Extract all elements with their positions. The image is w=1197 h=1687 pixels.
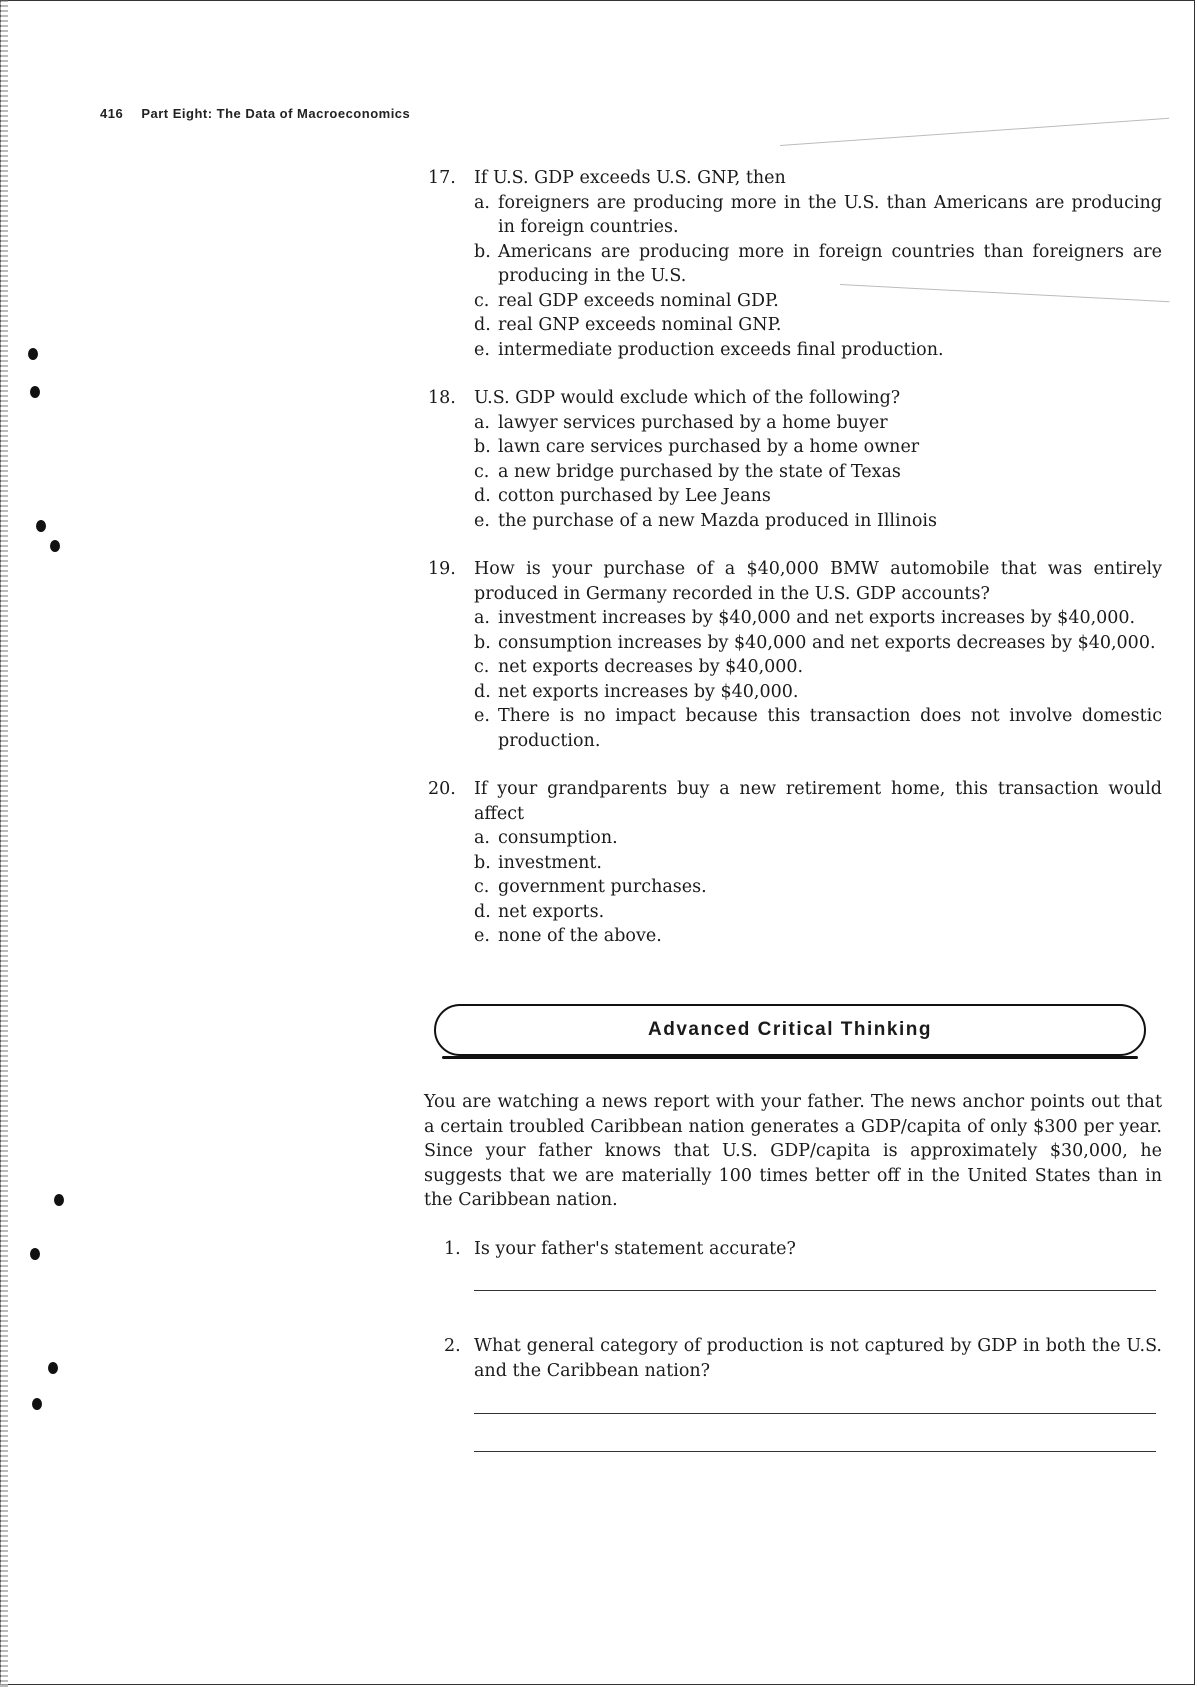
item-number: 2. [444,1336,461,1356]
item-number: 1. [444,1239,461,1259]
option-text: investment. [498,852,602,873]
option-letter: a. [474,828,490,848]
question-number: 17. [428,168,456,188]
option [474,289,1162,314]
option-letter: c. [474,657,490,677]
option [474,875,1162,900]
punch-hole [36,520,46,532]
option-text: net exports increases by $40,000. [498,681,799,702]
option [474,411,1162,436]
options [474,411,1162,534]
question-text: How is your purchase of a $40,000 BMW automobile that was entirely produced in Germany recorded in the U.S. GDP accounts? [474,559,1162,604]
option-text: There is no impact because this transaction does not involve domestic production. [498,706,1162,751]
option-text: none of the above. [498,926,662,946]
running-header [100,106,410,121]
option [474,509,1162,534]
punch-hole [28,348,38,360]
option-letter: a. [474,412,490,433]
option [474,924,1162,949]
option-letter: a. [474,192,490,213]
thinking-question-1 [444,1237,1162,1262]
punch-hole [30,386,40,398]
option-text: lawn care services purchased by a home owner [498,437,920,457]
option-letter: e. [474,706,490,726]
section-title: Advanced Critical Thinking [648,1019,932,1040]
option-letter: d. [474,901,491,922]
option-text: real GNP exceeds nominal GNP. [498,315,782,335]
question-20 [428,777,1162,949]
question-number: 20. [428,779,456,799]
option [474,313,1162,338]
option [474,680,1162,705]
option-letter: c. [474,461,490,482]
options [474,826,1162,949]
option-text: cotton purchased by Lee Jeans [498,486,771,506]
question-list [428,166,1162,973]
option-letter: e. [474,510,490,531]
option [474,900,1162,925]
option-letter: b. [474,241,491,262]
option-text: consumption. [498,828,618,848]
question-text: U.S. GDP would exclude which of the following? [474,388,901,408]
punch-hole [32,1398,42,1410]
section-banner [434,1004,1146,1056]
option-text: government purchases. [498,877,707,897]
option [474,484,1162,509]
option [474,606,1162,631]
answer-line[interactable] [474,1290,1156,1291]
option-letter: a. [474,608,490,628]
question-17 [428,166,1162,362]
option [474,460,1162,485]
question-19 [428,557,1162,753]
option [474,655,1162,680]
option [474,435,1162,460]
answer-line[interactable] [474,1451,1156,1452]
option-letter: e. [474,926,490,946]
option-text: foreigners are producing more in the U.S. than Americans are producing in foreign countries. [498,192,1162,237]
question-text: If U.S. GDP exceeds U.S. GNP, then [474,168,786,188]
option-letter: b. [474,852,491,873]
option-text: net exports decreases by $40,000. [498,657,804,677]
punch-hole [48,1362,58,1374]
option-text: intermediate production exceeds final production. [498,339,944,360]
header-title: Part Eight: The Data of Macroeconomics [141,106,411,121]
scan-edge [0,0,8,1687]
option-letter: d. [474,681,491,702]
option [474,631,1162,656]
option [474,851,1162,876]
punch-hole [30,1248,40,1260]
page-number: 416 [100,106,124,121]
option-text: investment increases by $40,000 and net exports increases by $40,000. [498,608,1136,628]
option-letter: e. [474,339,490,360]
item-text: What general category of production is not captured by GDP in both the U.S. and the Caribbean nation? [474,1336,1162,1381]
question-number: 18. [428,388,456,408]
option-letter: d. [474,315,491,335]
option-letter: b. [474,437,491,457]
scenario-paragraph: You are watching a news report with your father. The news anchor points out that a certain troubled Caribbean nation generates a GDP/capita of only $300 per year. Since your father knows that U.S. GDP/capita is approximately $30,000, he suggests that we are materially 100 times better off in the United States than in the Caribbean nation. [424,1092,1162,1210]
option-text: net exports. [498,901,605,922]
option-letter: d. [474,486,491,506]
option-letter: b. [474,632,491,653]
thinking-question-2 [444,1334,1162,1383]
question-number: 19. [428,559,456,579]
question-text: If your grandparents buy a new retirement home, this transaction would affect [474,779,1162,824]
punch-hole [50,540,60,552]
punch-hole [54,1194,64,1206]
option [474,826,1162,851]
option [474,240,1162,289]
question-18 [428,386,1162,533]
option [474,338,1162,363]
option-text: real GDP exceeds nominal GDP. [498,290,779,311]
option-text: the purchase of a new Mazda produced in Illinois [498,510,937,531]
option-text: a new bridge purchased by the state of Texas [498,461,901,482]
option-letter: c. [474,877,490,897]
option [474,704,1162,753]
item-text: Is your father's statement accurate? [474,1239,796,1259]
option-text: lawyer services purchased by a home buyer [498,412,888,433]
option-text: Americans are producing more in foreign countries than foreigners are producing in the U.S. [498,241,1162,286]
option-letter: c. [474,290,490,311]
options [474,191,1162,363]
answer-line[interactable] [474,1413,1156,1414]
option [474,191,1162,240]
option-text: consumption increases by $40,000 and net exports decreases by $40,000. [498,632,1156,653]
options [474,606,1162,753]
